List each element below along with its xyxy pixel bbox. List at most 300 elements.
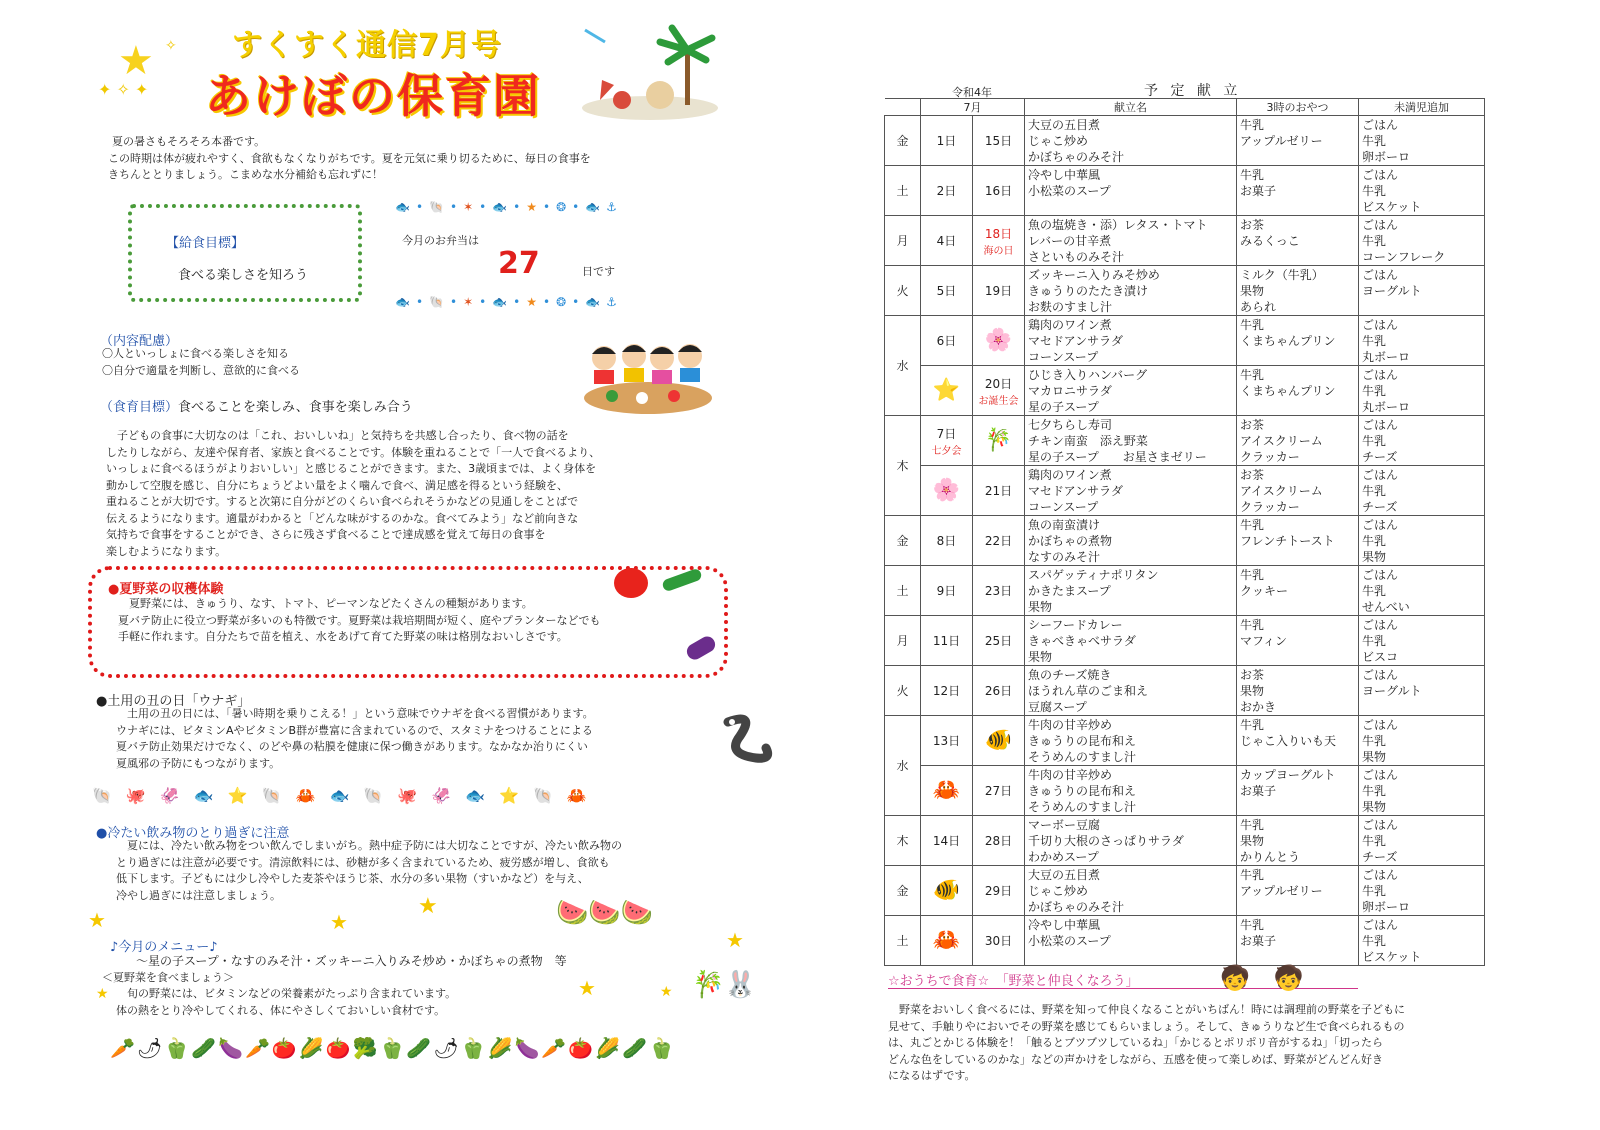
extra-item: 卵ボーロ	[1362, 900, 1411, 914]
snack-cell	[1237, 366, 1359, 416]
weekday-cell: 金	[885, 866, 921, 916]
table-row	[885, 466, 1485, 516]
weekday-cell: 土	[885, 566, 921, 616]
extra-item: ごはん	[1362, 768, 1399, 782]
table-row	[885, 616, 1485, 666]
snack-item: おかき	[1240, 700, 1277, 714]
consider-item: 〇人といっしょに食べる楽しさを知る	[102, 347, 289, 360]
extra-item: 果物	[1362, 750, 1387, 764]
menu-item: 大豆の五目煮	[1028, 868, 1101, 882]
table-row	[885, 916, 1485, 966]
date-cell	[921, 816, 973, 866]
date-cell	[921, 666, 973, 716]
unagi-line: 土用の丑の日には、「暑い時期を乗りこえる！」という意味でウナギを食べる習慣があります。	[127, 707, 594, 720]
date-text: 4日	[936, 234, 957, 248]
date-text: 20日	[984, 376, 1013, 391]
nursery-name: あけぼの保育園	[205, 69, 541, 123]
snack-cell	[1237, 116, 1359, 166]
snack-cell	[1237, 416, 1359, 466]
date-cell	[973, 566, 1025, 616]
extra-cell	[1359, 366, 1485, 416]
extra-item: ごはん	[1362, 168, 1399, 182]
date-cell	[921, 716, 973, 766]
extra-item: 牛乳	[1362, 734, 1387, 748]
extra-item: 牛乳	[1362, 184, 1387, 198]
menu-title: 予 定 献 立	[1144, 83, 1242, 99]
date-cell	[921, 316, 973, 366]
menu-item: 豆腐スープ	[1028, 700, 1087, 714]
tomato-icon	[614, 568, 648, 598]
menu-item: 牛肉の甘辛炒め	[1028, 718, 1113, 732]
consider-heading: （内容配慮）	[100, 334, 179, 349]
menu-cell	[1025, 216, 1237, 266]
snack-item: フレンチトースト	[1240, 534, 1335, 548]
extra-item: コーンフレーク	[1362, 250, 1446, 264]
date-cell	[921, 466, 973, 516]
star-icon: ★	[88, 908, 106, 932]
extra-item: 牛乳	[1362, 434, 1387, 448]
bento-unit: 日です	[582, 265, 615, 278]
date-cell	[921, 616, 973, 666]
intro-text	[108, 134, 668, 184]
table-row	[885, 166, 1485, 216]
table-row	[885, 116, 1485, 166]
weekday-cell: 木	[885, 816, 921, 866]
extra-item: ごはん	[1362, 568, 1399, 582]
date-text: 30日	[984, 934, 1013, 948]
snack-item: カップヨーグルト	[1240, 768, 1336, 782]
menu-item: マカロニサラダ	[1028, 384, 1112, 398]
paragraph-line: 伝えるようになります。適量がわかると「どんな味がするのかな。食べてみよう」など前向きな	[106, 511, 579, 525]
table-row	[885, 566, 1485, 616]
menu-cell	[1025, 516, 1237, 566]
menu-item: 小松菜のスープ	[1028, 934, 1111, 948]
menu-item: マーボー豆腐	[1028, 818, 1101, 832]
veg-line: 夏野菜には、きゅうり、なす、トマト、ピーマンなどたくさんの種類があります。	[129, 597, 533, 610]
shokuiku-heading: （食育目標）	[100, 400, 179, 415]
snack-cell	[1237, 466, 1359, 516]
date-text: 11日	[932, 634, 961, 648]
extra-item: ごはん	[1362, 418, 1399, 432]
weekday-cell: 水	[885, 316, 921, 416]
weekday-cell: 金	[885, 516, 921, 566]
home-line: どんな色をしているのかな」などの声かけをしながら、五感を使って楽しめば、野菜がどんどん好き	[888, 1052, 1383, 1066]
decoration-icon: 🌸	[932, 478, 961, 503]
unagi-line: 夏バテ防止効果だけでなく、のどや鼻の粘膜を健康に保つ働きがあります。なかなか治りにくい	[116, 740, 588, 753]
unagi-line: ウナギには、ビタミンAやビタミンB群が豊富に含まれているので、スタミナをつけることによる	[116, 723, 593, 737]
weekday-cell: 木	[885, 416, 921, 516]
snack-cell	[1237, 566, 1359, 616]
snack-item: 牛乳	[1240, 368, 1265, 382]
table-header-row	[885, 99, 1485, 116]
decoration-border-bottom: 🐟 • 🐚 • ✶ • 🐟 • ★ • ❂ • 🐟 ⚓	[395, 295, 617, 309]
snack-item: 牛乳	[1240, 518, 1265, 532]
snack-item: お茶	[1240, 468, 1265, 482]
consider-item: 〇自分で適量を判断し、意欲的に食べる	[102, 363, 300, 377]
extra-item: 牛乳	[1362, 584, 1387, 598]
menu-item: 小松菜のスープ	[1028, 184, 1111, 198]
table-row	[885, 666, 1485, 716]
extra-item: 牛乳	[1362, 784, 1387, 798]
menu-item: 千切り大根のさっぱりサラダ	[1028, 834, 1184, 848]
snack-cell	[1237, 216, 1359, 266]
extra-item: ビスコ	[1362, 650, 1399, 664]
date-cell	[921, 166, 973, 216]
extra-cell	[1359, 766, 1485, 816]
date-text: 25日	[984, 634, 1013, 648]
menu-cell	[1025, 266, 1237, 316]
menu-cell	[1025, 866, 1237, 916]
menu-cell	[1025, 916, 1237, 966]
home-shokuiku-heading: ☆おうちで食育☆ 「野菜と仲良くなろう」	[888, 974, 1139, 989]
extra-item: ごはん	[1362, 468, 1399, 482]
date-text: 15日	[984, 134, 1013, 148]
menu-item: わかめスープ	[1028, 850, 1099, 864]
menu-cell	[1025, 666, 1237, 716]
menu-item: 大豆の五目煮	[1028, 118, 1101, 132]
star-icon: ★	[118, 38, 154, 84]
menu-item: かぼちゃのみそ汁	[1028, 900, 1125, 914]
extra-cell	[1359, 416, 1485, 466]
menu-item: チキン南蛮 添え野菜	[1028, 434, 1148, 448]
menu-cell	[1025, 816, 1237, 866]
veg-line: 夏バテ防止に役立つ野菜が多いのも特徴です。夏野菜は栽培期間が短く、庭やプランターなどでも	[118, 613, 601, 627]
menu-item: ほうれん草のごま和え	[1028, 684, 1149, 698]
snack-item: お菓子	[1240, 784, 1277, 798]
date-cell	[973, 516, 1025, 566]
menu-item: 魚の塩焼き・添）レタス・トマト	[1028, 218, 1208, 232]
cold-line: 冷やし過ぎには注意しましょう。	[116, 888, 281, 902]
snack-item: 牛乳	[1240, 918, 1265, 932]
extra-cell	[1359, 566, 1485, 616]
cold-line: 低下します。子どもには少し冷やした麦茶やほうじ茶、水分の多い果物（すいかなど）を与え、	[116, 872, 589, 885]
menu-cell	[1025, 766, 1237, 816]
decoration-icon: 🦀	[932, 928, 961, 953]
extra-cell	[1359, 266, 1485, 316]
snack-item: 果物	[1240, 684, 1265, 698]
extra-item: せんべい	[1362, 600, 1410, 614]
sea-creature-border: 🐚🐙🦑🐟⭐🐚🦀🐟🐚🐙🦑🐟⭐🐚🦀	[92, 786, 601, 805]
extra-item: 牛乳	[1362, 384, 1387, 398]
extra-item: ごはん	[1362, 368, 1399, 382]
menu-item: 魚の南蛮漬け	[1028, 518, 1101, 532]
snack-item: 牛乳	[1240, 818, 1265, 832]
intro-line: きちんととりましょう。こまめな水分補給も忘れずに！	[108, 168, 383, 181]
extra-item: 牛乳	[1362, 834, 1387, 848]
menu-item: マセドアンサラダ	[1028, 484, 1124, 498]
intro-line: この時期は体が疲れやすく、食欲もなくなりがちです。夏を元気に乗り切るために、毎日の食事を	[108, 151, 591, 165]
col-header-extra: 未満児追加	[1359, 99, 1485, 116]
snack-item: かりんとう	[1240, 850, 1301, 864]
cold-drink-text	[116, 838, 676, 904]
menu-item: 魚のチーズ焼き	[1028, 668, 1112, 682]
intro-line: 夏の暑さもそろそろ本番です。	[112, 135, 266, 148]
extra-item: ヨーグルト	[1362, 284, 1422, 298]
menu-item: かぼちゃの煮物	[1028, 534, 1113, 548]
children-eating-illustration	[582, 332, 714, 416]
col-header-menu: 献立名	[1025, 99, 1237, 116]
snack-cell	[1237, 766, 1359, 816]
extra-cell	[1359, 116, 1485, 166]
eating-paragraph	[106, 428, 666, 560]
menu-item: きゃべきゃべサラダ	[1028, 634, 1136, 648]
menu-item: 星の子スープ お星さまゼリー	[1028, 450, 1207, 464]
snack-item: クラッカー	[1240, 500, 1300, 514]
menu-item: マセドアンサラダ	[1028, 334, 1124, 348]
era-year: 令和4年	[952, 86, 992, 99]
paragraph-line: 楽しむようになります。	[106, 544, 227, 558]
extra-cell	[1359, 466, 1485, 516]
date-cell	[921, 866, 973, 916]
extra-cell	[1359, 616, 1485, 666]
shokuiku-goal	[100, 396, 413, 415]
date-cell	[921, 516, 973, 566]
menu-cell	[1025, 466, 1237, 516]
summer-veg-eat-text	[116, 986, 456, 1019]
date-cell	[973, 666, 1025, 716]
menu-item: きゅうりの昆布和え	[1028, 734, 1137, 748]
menu-cell	[1025, 616, 1237, 666]
menu-cell	[1025, 416, 1237, 466]
snack-item: クラッカー	[1240, 450, 1300, 464]
decoration-icon: 🎋	[984, 428, 1013, 453]
snack-item: お菓子	[1240, 934, 1277, 948]
date-text: 8日	[936, 534, 957, 548]
decoration-icon: 🦀	[932, 778, 961, 803]
weekday-cell: 月	[885, 216, 921, 266]
snack-item: お茶	[1240, 668, 1265, 682]
menu-cell	[1025, 316, 1237, 366]
extra-item: ビスケット	[1362, 200, 1422, 214]
date-cell	[973, 716, 1025, 766]
date-text: 23日	[984, 584, 1013, 598]
menu-item: ズッキーニ入りみそ炒め	[1028, 268, 1160, 282]
col-header-month: 7月	[921, 99, 1025, 116]
extra-cell	[1359, 816, 1485, 866]
extra-item: 牛乳	[1362, 484, 1387, 498]
date-text: 16日	[984, 184, 1013, 198]
date-cell	[973, 116, 1025, 166]
snack-cell	[1237, 816, 1359, 866]
snack-item: アップルゼリー	[1240, 884, 1323, 898]
snack-item: くまちゃんプリン	[1240, 384, 1336, 398]
decoration-border-top: 🐟 • 🐚 • ✶ • 🐟 • ★ • ❂ • 🐟 ⚓	[395, 200, 617, 214]
date-cell	[973, 216, 1025, 266]
snack-cell	[1237, 716, 1359, 766]
star-icon: ★	[330, 910, 348, 934]
date-cell	[973, 616, 1025, 666]
menu-item: 冷やし中華風	[1028, 168, 1101, 182]
table-row	[885, 266, 1485, 316]
weekday-cell: 土	[885, 166, 921, 216]
menu-cell	[1025, 566, 1237, 616]
extra-item: 牛乳	[1362, 134, 1387, 148]
cold-line: とり過ぎには注意が必要です。清涼飲料には、砂糖が多く含まれているため、疲労感が増し、食欲も	[116, 855, 610, 869]
menu-item: レバーの甘辛煮	[1028, 234, 1112, 248]
menu-item: シーフードカレー	[1028, 618, 1123, 632]
star-icon: ★	[96, 986, 109, 1002]
snack-item: 牛乳	[1240, 118, 1265, 132]
home-line: になるはずです。	[888, 1069, 976, 1082]
date-cell	[973, 366, 1025, 416]
snack-item: 牛乳	[1240, 868, 1265, 882]
extra-item: ごはん	[1362, 918, 1399, 932]
decoration-icon: 🐠	[984, 728, 1013, 753]
extra-item: ヨーグルト	[1362, 684, 1422, 698]
weekday-cell: 土	[885, 916, 921, 966]
shokuiku-text: 食べることを楽しみ、食事を楽しみ合う	[178, 400, 413, 415]
paragraph-line: 重ねることが大切です。すると次第に自分がどのくらい食べられそうかなどの見通しをことばで	[106, 495, 579, 508]
menu-heading: ♪今月のメニュー♪	[110, 940, 218, 955]
summer-veg-text	[118, 596, 658, 646]
bento-count: 27	[498, 246, 540, 281]
menu-item: コーンスープ	[1028, 350, 1099, 364]
snack-cell	[1237, 316, 1359, 366]
menu-item: ひじき入りハンバーグ	[1028, 368, 1148, 382]
paragraph-line: 動かして空腹を感じ、自分にちょうどよい量をよく噛んで食べ、満足感を得るという経験を、	[106, 478, 568, 492]
menu-item: お麩のすまし汁	[1028, 300, 1113, 314]
snack-item: マフィン	[1240, 634, 1288, 648]
extra-cell	[1359, 666, 1485, 716]
extra-item: 牛乳	[1362, 534, 1387, 548]
date-text: 14日	[932, 834, 961, 848]
menu-item: 鶏肉のワイン煮	[1028, 468, 1112, 482]
extra-item: 牛乳	[1362, 884, 1387, 898]
snack-item: 牛乳	[1240, 318, 1265, 332]
col-header-snack: 3時のおやつ	[1237, 99, 1359, 116]
unagi-text	[116, 706, 676, 772]
lunch-goal-text: 食べる楽しさを知ろう	[178, 268, 309, 283]
menu-item: 七夕ちらし寿司	[1028, 418, 1113, 432]
date-text: 2日	[936, 184, 957, 198]
extra-cell	[1359, 716, 1485, 766]
sparkle-icon: ✧	[165, 38, 177, 54]
table-row	[885, 816, 1485, 866]
menu-item: さといものみそ汁	[1028, 250, 1125, 264]
snack-cell	[1237, 866, 1359, 916]
extra-item: 果物	[1362, 550, 1387, 564]
menu-item: かきたまスープ	[1028, 584, 1111, 598]
extra-item: ごはん	[1362, 818, 1399, 832]
snack-item: アイスクリーム	[1240, 434, 1323, 448]
bento-label: 今月のお弁当は	[402, 234, 479, 247]
snack-item: 果物	[1240, 284, 1265, 298]
menu-item: 鶏肉のワイン煮	[1028, 318, 1112, 332]
extra-cell	[1359, 316, 1485, 366]
date-cell	[921, 916, 973, 966]
unagi-line: 夏風邪の予防にもつながります。	[116, 756, 281, 770]
date-cell	[921, 416, 973, 466]
date-text: 27日	[984, 784, 1013, 798]
menu-item: きゅうりの昆布和え	[1028, 784, 1137, 798]
date-text: 5日	[936, 284, 957, 298]
menu-cell	[1025, 366, 1237, 416]
date-text: 26日	[984, 684, 1013, 698]
date-text: 29日	[984, 884, 1013, 898]
weekday-cell: 火	[885, 266, 921, 316]
weekday-cell: 火	[885, 666, 921, 716]
summer-veg-box	[88, 566, 728, 678]
date-cell	[921, 366, 973, 416]
summer-veg-eat-heading: ＜夏野菜を食べましょう＞	[102, 971, 234, 984]
table-row	[885, 866, 1485, 916]
lunch-goal-label: 【給食目標】	[166, 236, 245, 251]
paragraph-line: いっしょに食べるほうがよりおいしい」と感じることができます。また、3歳頃までは、よく身体を	[106, 462, 597, 475]
snack-cell	[1237, 616, 1359, 666]
date-text: 13日	[932, 734, 961, 748]
date-cell	[973, 316, 1025, 366]
paragraph-line: したりしながら、友達や保育者、家族と食べることです。体験を重ねることで「一人で食べるより、	[106, 445, 601, 459]
summer-veg-heading: ●夏野菜の収穫体験	[108, 582, 224, 597]
snack-item: クッキー	[1240, 584, 1289, 598]
date-cell	[973, 866, 1025, 916]
table-row	[885, 416, 1485, 466]
menu-item: じゃこ炒め	[1028, 884, 1089, 898]
home-line: は、丸ごとかじる体験を！「触るとブツブツしているね」「かじるとポリポリ音がするね」「切ったら	[888, 1036, 1383, 1049]
snack-item: じゃこ入りいも天	[1240, 734, 1337, 748]
snack-item: お茶	[1240, 218, 1265, 232]
weekday-cell: 月	[885, 616, 921, 666]
date-text: 28日	[984, 834, 1013, 848]
snack-cell	[1237, 266, 1359, 316]
menu-item: そうめんのすまし汁	[1028, 800, 1137, 814]
cucumber-icon	[661, 568, 703, 593]
menu-item: じゃこ炒め	[1028, 134, 1089, 148]
home-line: 見せて、手触りやにおいでその野菜を感じてもらいましょう。そして、きゅうりなど生で食べられるもの	[888, 1019, 1405, 1033]
date-cell	[973, 166, 1025, 216]
event-note: 七夕会	[931, 445, 962, 457]
home-shokuiku-text	[888, 1002, 1448, 1085]
extra-item: ごはん	[1362, 118, 1399, 132]
date-text: 7日	[936, 426, 957, 441]
date-cell	[921, 216, 973, 266]
menu-item: 果物	[1028, 600, 1053, 614]
date-text: 18日	[984, 226, 1013, 241]
table-row	[885, 316, 1485, 366]
menu-item: 果物	[1028, 650, 1053, 664]
summer-line: 旬の野菜には、ビタミンなどの栄養素がたっぷり含まれています。	[127, 987, 457, 1000]
table-row	[885, 216, 1485, 266]
extra-item: チーズ	[1362, 500, 1398, 514]
extra-item: 丸ボーロ	[1362, 400, 1411, 414]
extra-cell	[1359, 216, 1485, 266]
snack-item: みるくっこ	[1240, 234, 1300, 248]
date-cell	[921, 766, 973, 816]
snack-item: アップルゼリー	[1240, 134, 1323, 148]
sparkle-icon: ✦ ✧ ✦	[98, 80, 149, 99]
menu-item: そうめんのすまし汁	[1028, 750, 1137, 764]
snack-item: あられ	[1240, 300, 1277, 314]
lunch-goal-frame	[128, 204, 362, 302]
snack-item: 牛乳	[1240, 168, 1265, 182]
menu-item: かぼちゃのみそ汁	[1028, 150, 1125, 164]
snack-cell	[1237, 166, 1359, 216]
extra-item: チーズ	[1362, 450, 1398, 464]
extra-item: 牛乳	[1362, 334, 1387, 348]
menu-item: 冷やし中華風	[1028, 918, 1101, 932]
table-row	[885, 516, 1485, 566]
vegetable-border: 🥕🌶🫑🥒🍆🥕🍅🌽🍅🥦🫑🥒🌶🫑🌽🍆🥕🍅🌽🥒🫑	[110, 1036, 676, 1060]
extra-item: ごはん	[1362, 618, 1399, 632]
veg-line: 手軽に作れます。自分たちで苗を植え、水をあげて育てた野菜の味は格別なおいしさです。	[118, 630, 568, 643]
extra-item: ごはん	[1362, 268, 1399, 282]
snack-item: 果物	[1240, 834, 1265, 848]
eel-icon	[716, 712, 776, 772]
cold-drink-heading: ●冷たい飲み物のとり過ぎに注意	[96, 826, 290, 841]
extra-item: 牛乳	[1362, 634, 1387, 648]
date-cell	[921, 566, 973, 616]
kids-illustration: 🧒 🧒	[1220, 964, 1304, 992]
